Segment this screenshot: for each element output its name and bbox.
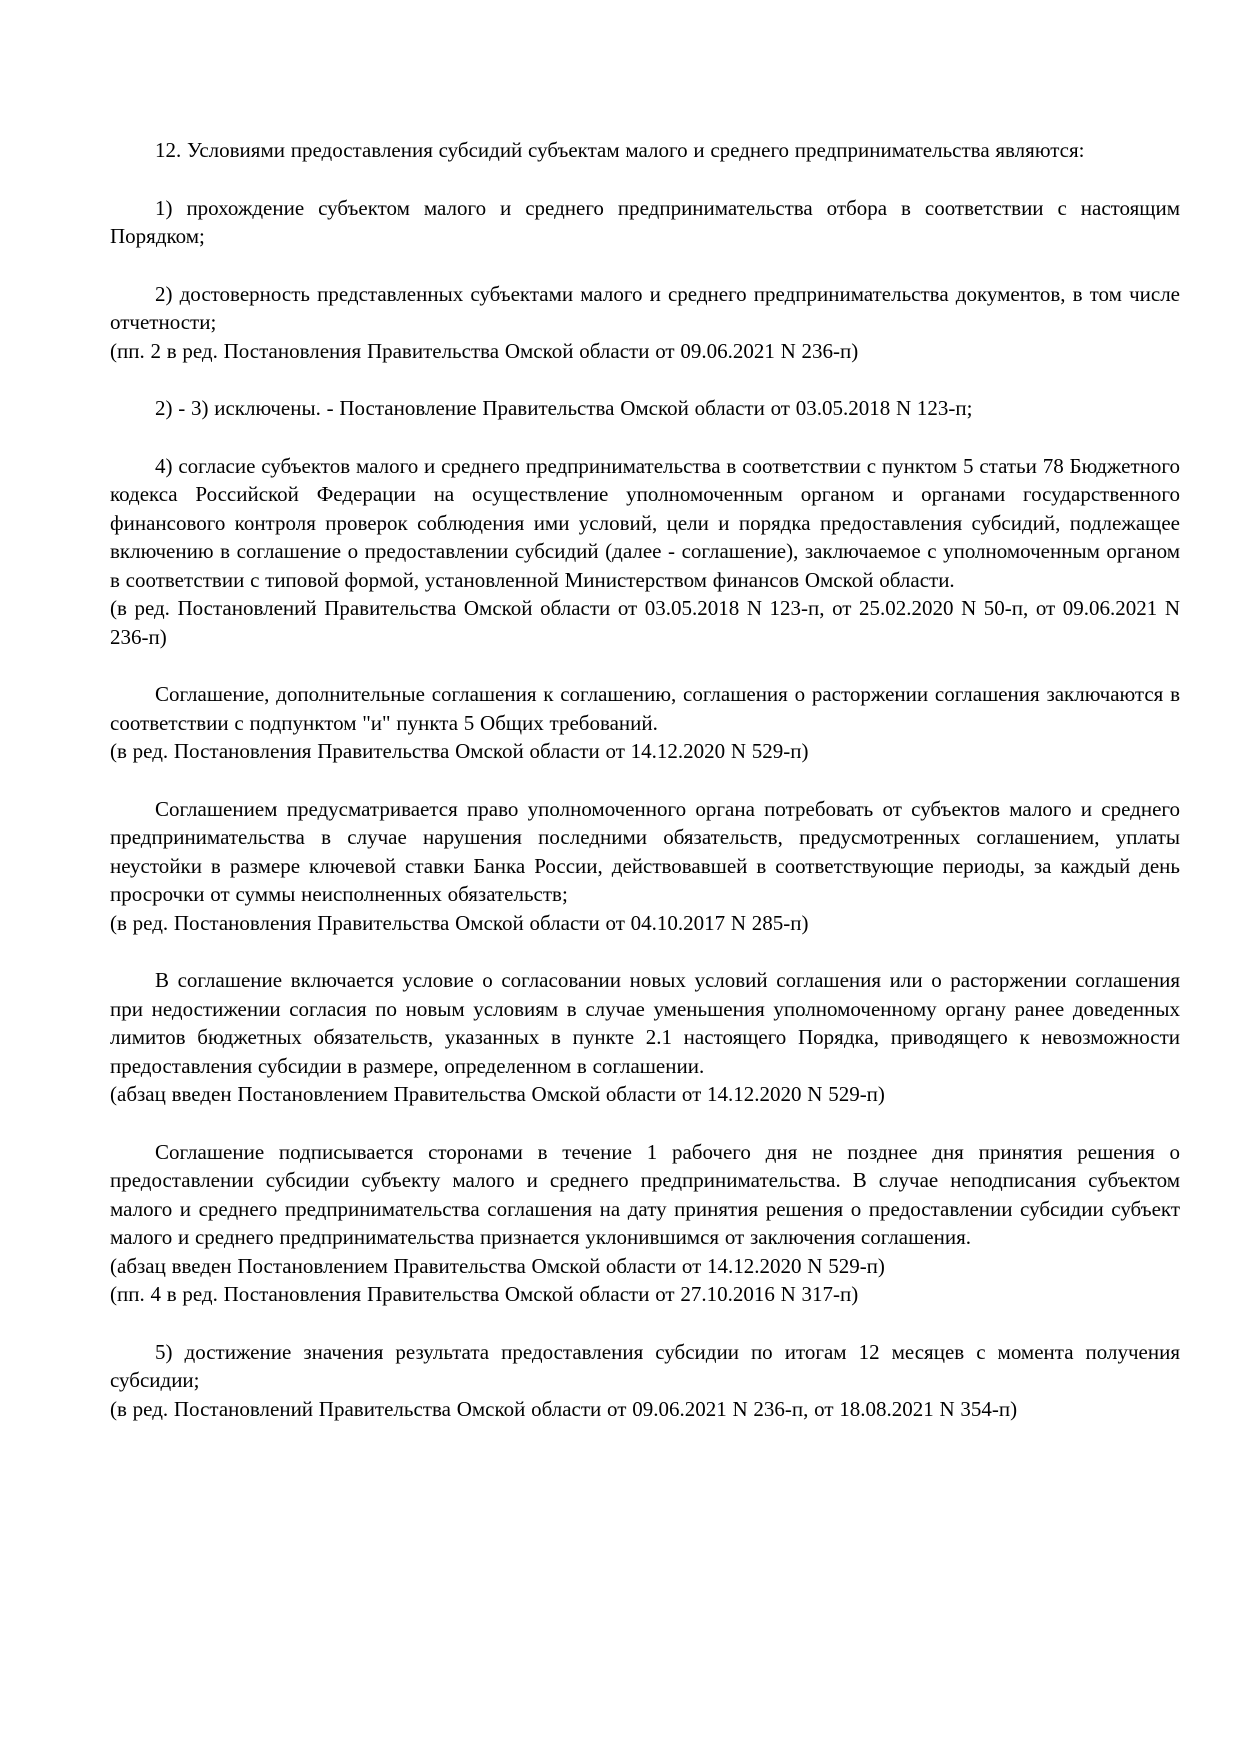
paragraph-group (110, 966, 1180, 1109)
paragraph-group (110, 680, 1180, 766)
paragraph-group (110, 1338, 1180, 1424)
paragraph: Соглашение подписывается сторонами в течение 1 рабочего дня не позднее дня принятия решения о предоставлении субсидии субъекту малого и среднего предпринимательства. В случае неподписания субъектом малого и среднего предпринимательства соглашения на дату принятия решения о предоставлении субсидии субъект малого и среднего предпринимательства признается уклонившимся от заключения соглашения. (110, 1139, 1180, 1249)
paragraph: 2) - 3) исключены. - Постановление Правительства Омской области от 03.05.2018 N 123-п; (155, 396, 973, 420)
paragraph: 1) прохождение субъектом малого и среднего предпринимательства отбора в соответствии с настоящим Порядком; (110, 195, 1180, 248)
amendment-note: (пп. 4 в ред. Постановления Правительства Омской области от 27.10.2016 N 317-п) (110, 1282, 859, 1306)
amendment-note: (в ред. Постановления Правительства Омской области от 14.12.2020 N 529-п) (110, 739, 809, 763)
amendment-note: (абзац введен Постановлением Правительства Омской области от 14.12.2020 N 529-п) (110, 1253, 885, 1278)
paragraph: Соглашение, дополнительные соглашения к соглашению, соглашения о расторжении соглашения заключаются в соответствии с подпунктом "и" пункта 5 Общих требований. (110, 682, 1180, 735)
paragraph: 12. Условиями предоставления субсидий субъектам малого и среднего предпринимательства являются: (155, 138, 1085, 162)
paragraph: 5) достижение значения результата предоставления субсидии по итогам 12 месяцев с момента получения субсидии; (110, 1339, 1180, 1392)
paragraph-group (110, 1138, 1180, 1309)
paragraph: 2) достоверность представленных субъектами малого и среднего предпринимательства документов, в том числе отчетности; (110, 281, 1180, 334)
amendment-note: (в ред. Постановлений Правительства Омской области от 09.06.2021 N 236-п, от 18.08.2021 N 354-п) (110, 1396, 1018, 1421)
paragraph-group (110, 280, 1180, 366)
amendment-note: (пп. 2 в ред. Постановления Правительства Омской области от 09.06.2021 N 236-п) (110, 338, 859, 363)
paragraph-group (110, 136, 1180, 165)
paragraph: 4) согласие субъектов малого и среднего предпринимательства в соответствии с пунктом 5 статьи 78 Бюджетного кодекса Российской Федерации на осуществление уполномоченным органом и органами государственного финансового контроля проверок соблюдения ими условий, цели и порядка предоставления субсидий, подлежащее включению в соглашение о предоставлении субсидий (далее - соглашение), заключаемое с уполномоченным органом в соответствии с типовой формой, установленной Министерством финансов Омской области. (110, 453, 1180, 592)
amendment-note: (в ред. Постановления Правительства Омской области от 04.10.2017 N 285-п) (110, 910, 809, 935)
paragraph-group (110, 452, 1180, 652)
paragraph: В соглашение включается условие о согласовании новых условий соглашения или о расторжении соглашения при недостижении согласия по новым условиям в случае уменьшения уполномоченному органу ранее доведенных лимитов бюджетных обязательств, указанных в пункте 2.1 настоящего Порядка, приводящего к невозможности предоставления субсидии в размере, определенном в соглашении. (110, 968, 1180, 1078)
paragraph-group (110, 394, 1180, 423)
amendment-note: (в ред. Постановлений Правительства Омской области от 03.05.2018 N 123-п, от 25.02.2020 N 50-п, от 09.06.2021 N 236-п) (110, 596, 1180, 649)
paragraph: Соглашением предусматривается право уполномоченного органа потребовать от субъектов малого и среднего предпринимательства в случае нарушения последними обязательств, предусмотренных соглашением, уплаты неустойки в размере ключевой ставки Банка России, действовавшей в соответствующие периоды, за каждый день просрочки от суммы неисполненных обязательств; (110, 796, 1180, 906)
paragraph-group (110, 194, 1180, 251)
amendment-note: (абзац введен Постановлением Правительства Омской области от 14.12.2020 N 529-п) (110, 1082, 885, 1106)
document-content (110, 136, 1180, 1423)
paragraph-group (110, 795, 1180, 938)
